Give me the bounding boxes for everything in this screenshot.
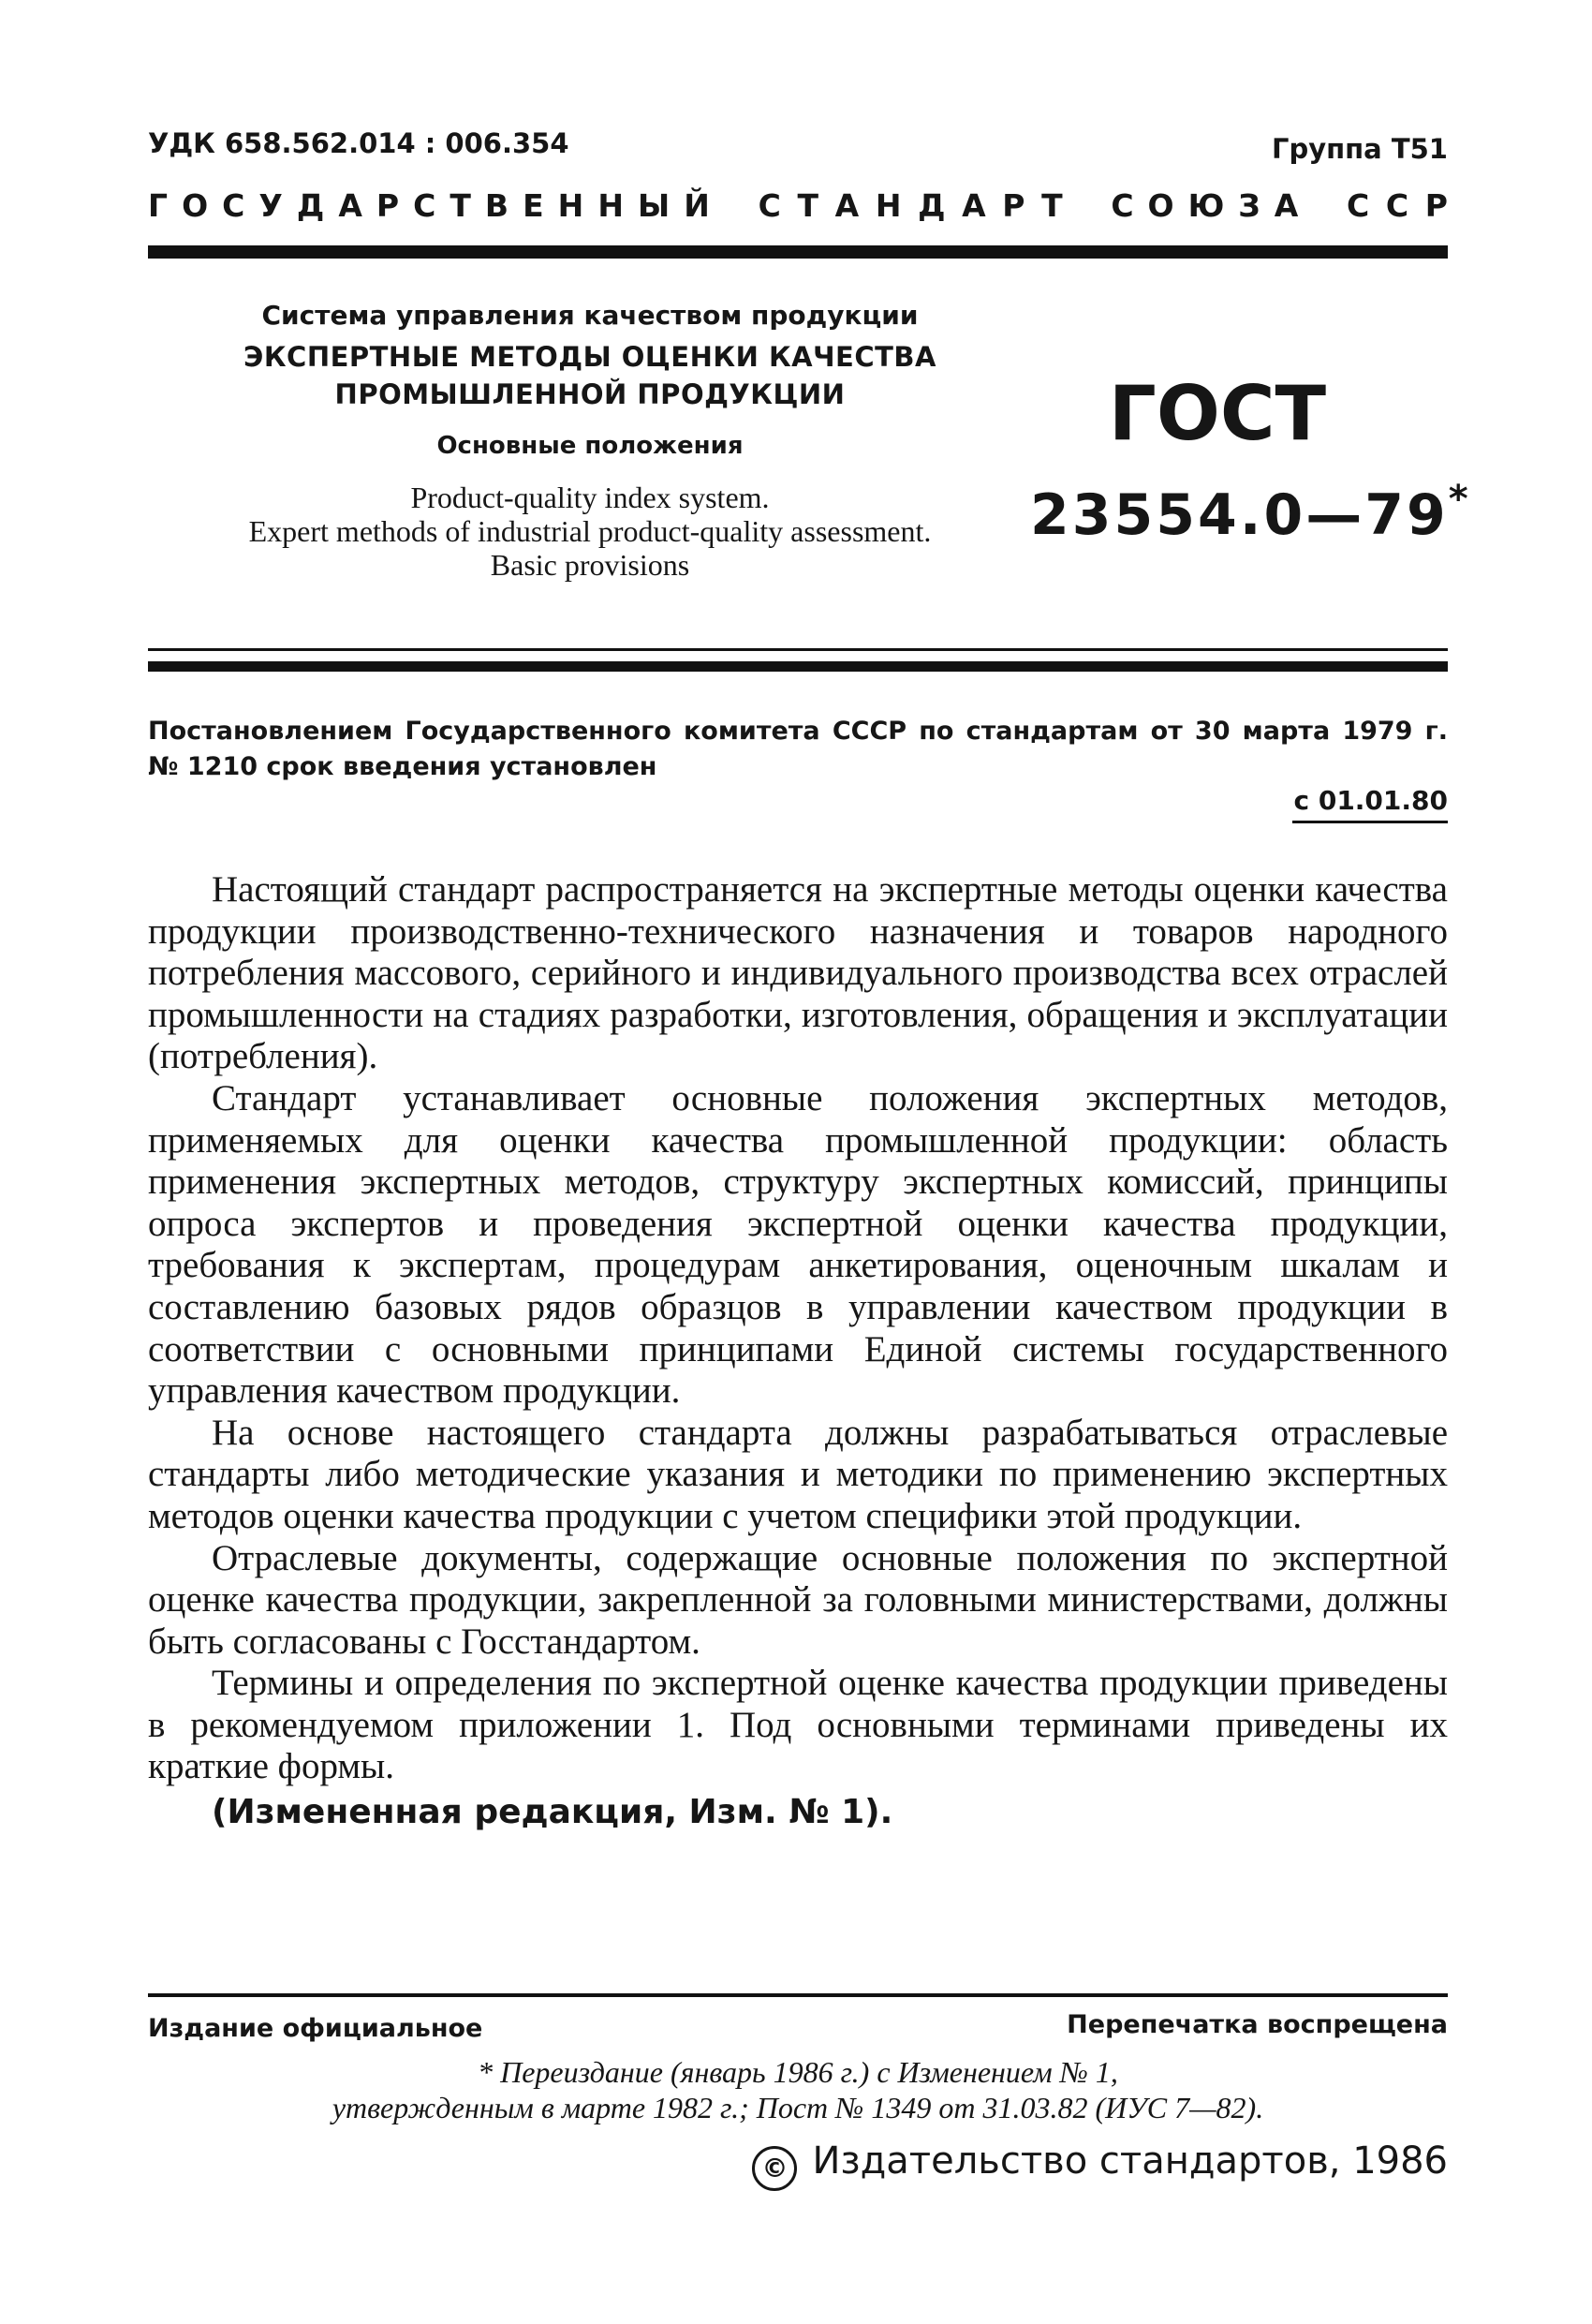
banner-letter: В: [484, 187, 509, 224]
banner-letter: З: [1238, 187, 1260, 224]
banner-word-union: [1111, 187, 1298, 224]
banner-letter: Р: [376, 187, 400, 224]
title-block: [140, 300, 1039, 582]
banner-letter: А: [834, 187, 860, 224]
main-title-line-2: ПРОМЫШЛЕННОЙ ПРОДУКЦИИ: [334, 378, 846, 410]
english-title-line-3: Basic provisions: [490, 548, 690, 582]
main-title-line-1: ЭКСПЕРТНЫЕ МЕТОДЫ ОЦЕНКИ КАЧЕСТВА: [243, 341, 936, 373]
state-standard-banner: [148, 187, 1448, 224]
reissue-line-2: утвержденным в марте 1982 г.; Пост № 1349 от 31.03.82 (ИУС 7—82).: [332, 2091, 1264, 2124]
header-rule: [148, 245, 1448, 259]
body-paragraph-4: Отраслевые документы, содержащие основные положения по экспертной оценке качества продукции, закрепленной за головными министерствами, должны быть согласованы с Госстандартом.: [148, 1537, 1448, 1662]
banner-letter: Г: [148, 187, 169, 224]
udc-code: УДК 658.562.014 : 006.354: [148, 127, 569, 159]
copyright-text: Издательство стандартов, 1986: [812, 2139, 1448, 2183]
banner-letter: Ю: [1187, 187, 1225, 224]
copyright-icon: ©: [752, 2146, 797, 2191]
banner-letter: С: [758, 187, 781, 224]
divider-thin: [148, 648, 1448, 651]
effective-date: с 01.01.80: [1293, 785, 1448, 816]
banner-letter: Н: [557, 187, 584, 224]
divider-thick: [148, 661, 1448, 672]
reissue-line-1: * Переиздание (январь 1986 г.) с Изменением № 1,: [478, 2055, 1118, 2089]
banner-letter: О: [1147, 187, 1174, 224]
gost-asterisk: *: [1448, 478, 1471, 521]
english-title-line-1: Product-quality index system.: [410, 481, 770, 514]
banner-letter: С: [413, 187, 436, 224]
footer-rule: [148, 1993, 1448, 1997]
system-title: Система управления качеством продукции: [261, 300, 919, 331]
decree-text: Постановлением Государственного комитета СССР по стандартам от 30 марта 1979 г. № 1210 срок введения установлен: [148, 717, 1448, 781]
body-text: [148, 869, 1448, 1834]
banner-letter: С: [222, 187, 245, 224]
reprint-prohibited-label: Перепечатка воспрещена: [1067, 2010, 1448, 2039]
banner-letter: С: [1111, 187, 1134, 224]
banner-letter: Е: [523, 187, 544, 224]
amendment-note: (Измененная редакция, Изм. № 1).: [212, 1793, 893, 1832]
banner-letter: О: [182, 187, 209, 224]
banner-letter: С: [1346, 187, 1370, 224]
reissue-note: [148, 2054, 1448, 2125]
body-paragraph-1: Настоящий стандарт распространяется на экспертные методы оценки качества продукции производственно-технического назначения и товаров народного потребления массового, серийного и индивидуального производства всех отраслей промышленности на стадиях разработки, изготовления, обращения и эксплуатации (потребления).: [148, 869, 1448, 1077]
banner-letter: Т: [1041, 187, 1063, 224]
banner-letter: Д: [296, 187, 325, 224]
gost-number: [1030, 478, 1471, 548]
banner-letter: Й: [684, 187, 710, 224]
group-code: Группа Т51: [1271, 133, 1448, 165]
copyright-line: [752, 2139, 1448, 2191]
banner-letter: У: [258, 187, 283, 224]
banner-word-state: [148, 187, 710, 224]
banner-word-standard: [759, 187, 1063, 224]
banner-letter: А: [338, 187, 362, 224]
body-paragraph-2: Стандарт устанавливает основные положения экспертных методов, применяемых для оценки качества промышленной продукции: область применения экспертных методов, структуру экспертных комиссий, принципы опроса экспертов и проведения экспертной оценки качества продукции, требования к экспертам, процедурам анкетирования, оценочным шкалам и составлению базовых рядов образцов в управлении качеством продукции в соответствии с основными принципами Единой системы государственного управления качеством продукции.: [148, 1077, 1448, 1412]
subtitle: Основные положения: [436, 432, 744, 460]
body-paragraph-5: Термины и определения по экспертной оценке качества продукции приведены в рекомендуемом приложении 1. Под основными терминами приведены их краткие формы.: [148, 1663, 1448, 1787]
banner-letter: А: [1274, 187, 1299, 224]
banner-letter: А: [962, 187, 986, 224]
banner-word-ussr: [1347, 187, 1448, 224]
body-paragraph-3: На основе настоящего стандарта должны разрабатываться отраслевые стандарты либо методические указания и методики по применению экспертных методов оценки качества продукции с учетом специфики этой продукции.: [148, 1412, 1448, 1536]
english-title-line-2: Expert methods of industrial product-quality assessment.: [248, 514, 932, 548]
banner-letter: Н: [597, 187, 624, 224]
gost-number-value: 23554.0—79: [1030, 482, 1449, 548]
banner-letter: Р: [1424, 187, 1448, 224]
banner-letter: Ы: [637, 187, 671, 224]
banner-letter: Т: [797, 187, 819, 224]
banner-letter: Н: [875, 187, 902, 224]
gost-label: ГОСТ: [1108, 370, 1327, 457]
banner-letter: Р: [1002, 187, 1025, 224]
official-edition-label: Издание официальное: [148, 2014, 483, 2043]
banner-letter: Т: [450, 187, 471, 224]
banner-letter: С: [1385, 187, 1409, 224]
banner-letter: Д: [918, 187, 946, 224]
effective-date-underline: [1292, 821, 1448, 823]
